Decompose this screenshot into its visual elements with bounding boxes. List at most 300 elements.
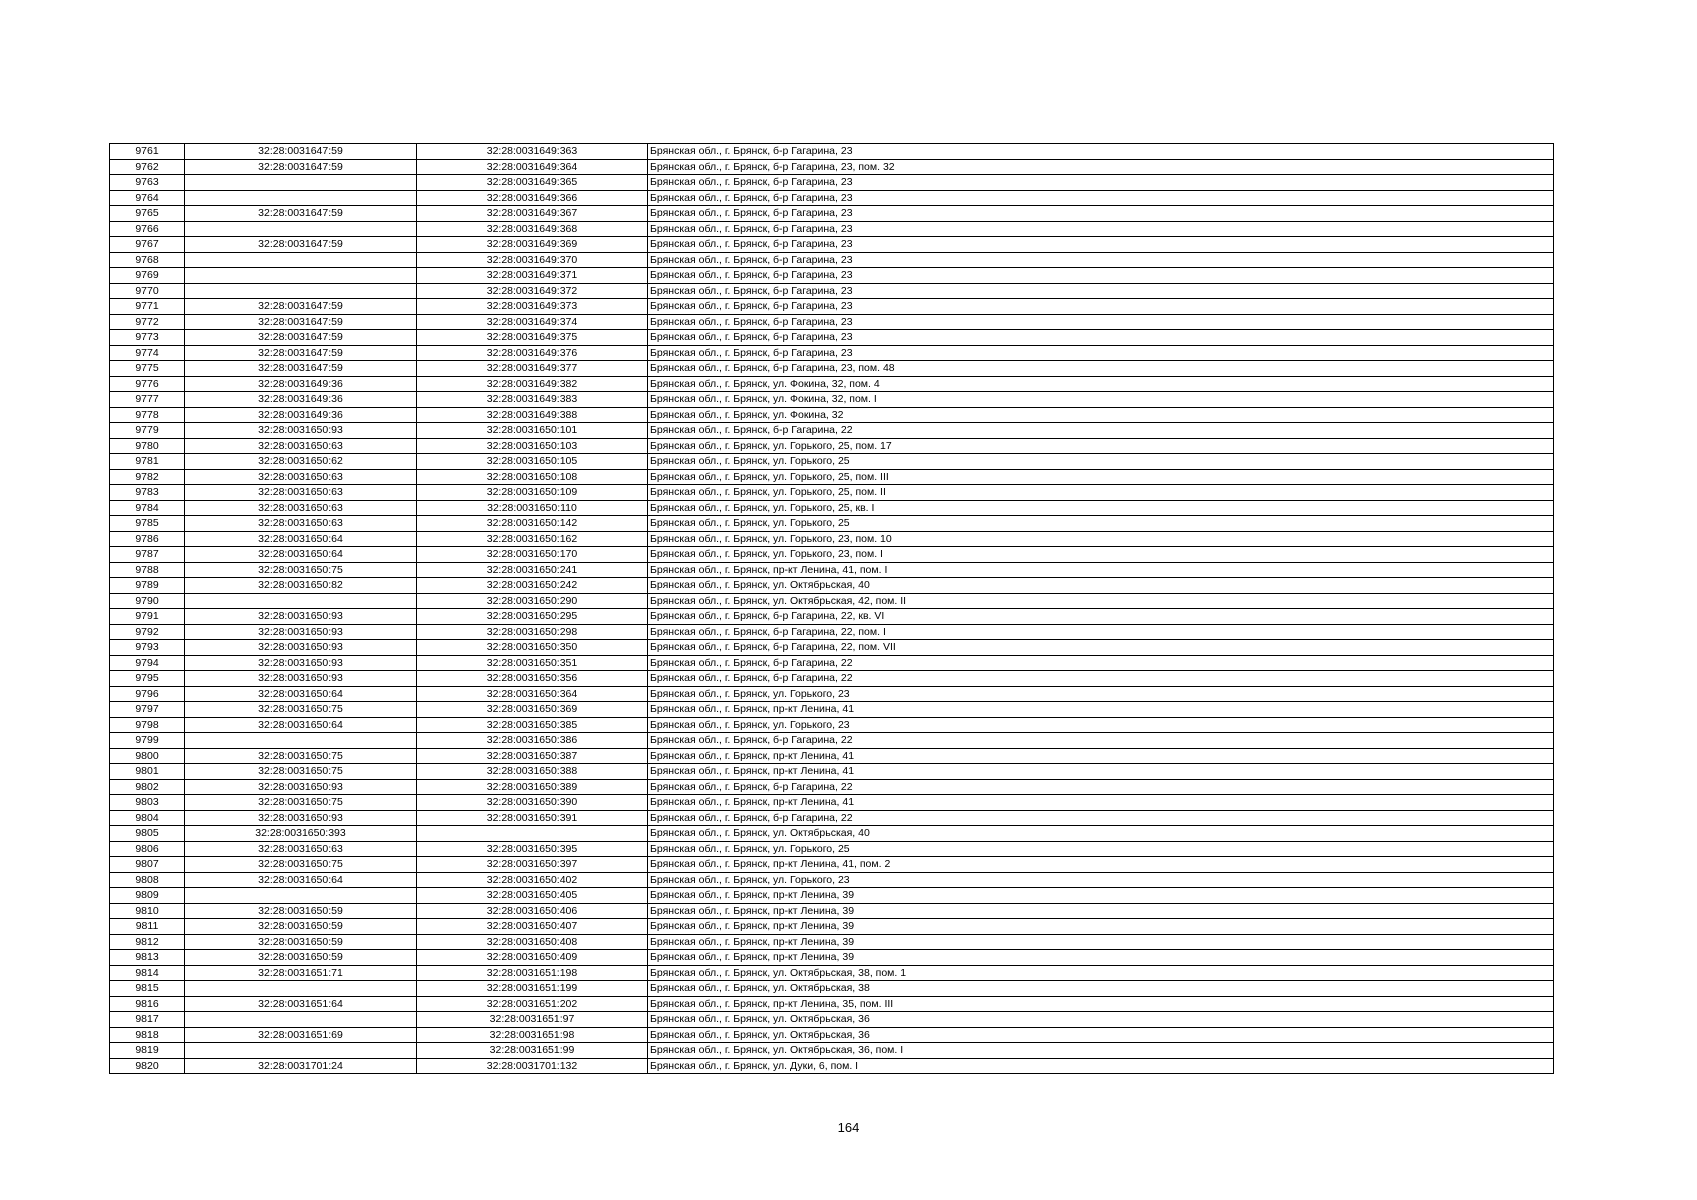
table-row bbox=[110, 299, 1554, 315]
row-number-cell: 9796 bbox=[110, 686, 185, 702]
table-row bbox=[110, 578, 1554, 594]
row-number-cell: 9772 bbox=[110, 314, 185, 330]
row-number-cell: 9777 bbox=[110, 392, 185, 408]
parent-cadastral-number-cell: 32:28:0031650:64 bbox=[185, 547, 417, 563]
parent-cadastral-number-cell bbox=[185, 1043, 417, 1059]
address-cell: Брянская обл., г. Брянск, пр-кт Ленина, 41 bbox=[648, 795, 1554, 811]
address-cell: Брянская обл., г. Брянск, ул. Горького, 23 bbox=[648, 872, 1554, 888]
parent-cadastral-number-cell: 32:28:0031650:75 bbox=[185, 748, 417, 764]
parent-cadastral-number-cell: 32:28:0031650:93 bbox=[185, 779, 417, 795]
row-number-cell: 9816 bbox=[110, 996, 185, 1012]
address-cell: Брянская обл., г. Брянск, пр-кт Ленина, 39 bbox=[648, 919, 1554, 935]
table-row bbox=[110, 252, 1554, 268]
table-row bbox=[110, 221, 1554, 237]
parent-cadastral-number-cell: 32:28:0031649:36 bbox=[185, 407, 417, 423]
row-number-cell: 9783 bbox=[110, 485, 185, 501]
cadastral-number-cell: 32:28:0031649:363 bbox=[417, 144, 648, 160]
row-number-cell: 9795 bbox=[110, 671, 185, 687]
parent-cadastral-number-cell: 32:28:0031650:59 bbox=[185, 919, 417, 935]
table-row bbox=[110, 640, 1554, 656]
table-row bbox=[110, 748, 1554, 764]
row-number-cell: 9798 bbox=[110, 717, 185, 733]
row-number-cell: 9774 bbox=[110, 345, 185, 361]
table-row bbox=[110, 779, 1554, 795]
cadastral-number-cell: 32:28:0031650:408 bbox=[417, 934, 648, 950]
address-cell: Брянская обл., г. Брянск, б-р Гагарина, 23 bbox=[648, 268, 1554, 284]
parent-cadastral-number-cell: 32:28:0031650:64 bbox=[185, 872, 417, 888]
row-number-cell: 9781 bbox=[110, 454, 185, 470]
row-number-cell: 9789 bbox=[110, 578, 185, 594]
parent-cadastral-number-cell bbox=[185, 283, 417, 299]
cadastral-number-cell: 32:28:0031651:202 bbox=[417, 996, 648, 1012]
row-number-cell: 9801 bbox=[110, 764, 185, 780]
cadastral-number-cell: 32:28:0031649:370 bbox=[417, 252, 648, 268]
table-row bbox=[110, 190, 1554, 206]
row-number-cell: 9767 bbox=[110, 237, 185, 253]
address-cell: Брянская обл., г. Брянск, б-р Гагарина, 22 bbox=[648, 671, 1554, 687]
row-number-cell: 9765 bbox=[110, 206, 185, 222]
address-cell: Брянская обл., г. Брянск, б-р Гагарина, 22, пом. I bbox=[648, 624, 1554, 640]
cadastral-number-cell: 32:28:0031650:105 bbox=[417, 454, 648, 470]
cadastral-number-cell: 32:28:0031651:97 bbox=[417, 1012, 648, 1028]
cadastral-number-cell: 32:28:0031650:386 bbox=[417, 733, 648, 749]
table-row bbox=[110, 330, 1554, 346]
row-number-cell: 9778 bbox=[110, 407, 185, 423]
parent-cadastral-number-cell bbox=[185, 593, 417, 609]
address-cell: Брянская обл., г. Брянск, б-р Гагарина, 23 bbox=[648, 299, 1554, 315]
parent-cadastral-number-cell: 32:28:0031650:63 bbox=[185, 469, 417, 485]
row-number-cell: 9802 bbox=[110, 779, 185, 795]
address-cell: Брянская обл., г. Брянск, пр-кт Ленина, 41 bbox=[648, 702, 1554, 718]
parent-cadastral-number-cell bbox=[185, 252, 417, 268]
table-row bbox=[110, 686, 1554, 702]
cadastral-number-cell: 32:28:0031649:364 bbox=[417, 159, 648, 175]
table-row bbox=[110, 857, 1554, 873]
cadastral-number-cell: 32:28:0031649:377 bbox=[417, 361, 648, 377]
parent-cadastral-number-cell: 32:28:0031650:93 bbox=[185, 624, 417, 640]
parent-cadastral-number-cell: 32:28:0031650:59 bbox=[185, 903, 417, 919]
table-row bbox=[110, 361, 1554, 377]
row-number-cell: 9812 bbox=[110, 934, 185, 950]
address-cell: Брянская обл., г. Брянск, б-р Гагарина, 23 bbox=[648, 221, 1554, 237]
parent-cadastral-number-cell: 32:28:0031647:59 bbox=[185, 345, 417, 361]
address-cell: Брянская обл., г. Брянск, ул. Октябрьская, 42, пом. II bbox=[648, 593, 1554, 609]
row-number-cell: 9782 bbox=[110, 469, 185, 485]
parent-cadastral-number-cell: 32:28:0031647:59 bbox=[185, 299, 417, 315]
row-number-cell: 9819 bbox=[110, 1043, 185, 1059]
table-row bbox=[110, 826, 1554, 842]
parent-cadastral-number-cell: 32:28:0031651:71 bbox=[185, 965, 417, 981]
row-number-cell: 9820 bbox=[110, 1058, 185, 1074]
row-number-cell: 9804 bbox=[110, 810, 185, 826]
parent-cadastral-number-cell: 32:28:0031649:36 bbox=[185, 392, 417, 408]
table-row bbox=[110, 144, 1554, 160]
cadastral-number-cell: 32:28:0031650:356 bbox=[417, 671, 648, 687]
row-number-cell: 9800 bbox=[110, 748, 185, 764]
address-cell: Брянская обл., г. Брянск, б-р Гагарина, 22, пом. VII bbox=[648, 640, 1554, 656]
cadastral-number-cell: 32:28:0031649:376 bbox=[417, 345, 648, 361]
row-number-cell: 9776 bbox=[110, 376, 185, 392]
cadastral-number-cell: 32:28:0031650:388 bbox=[417, 764, 648, 780]
table-row bbox=[110, 764, 1554, 780]
address-cell: Брянская обл., г. Брянск, ул. Фокина, 32, пом. 4 bbox=[648, 376, 1554, 392]
table-row bbox=[110, 1058, 1554, 1074]
row-number-cell: 9810 bbox=[110, 903, 185, 919]
parent-cadastral-number-cell: 32:28:0031650:93 bbox=[185, 810, 417, 826]
row-number-cell: 9770 bbox=[110, 283, 185, 299]
row-number-cell: 9806 bbox=[110, 841, 185, 857]
parent-cadastral-number-cell: 32:28:0031650:75 bbox=[185, 764, 417, 780]
address-cell: Брянская обл., г. Брянск, ул. Октябрьская, 38 bbox=[648, 981, 1554, 997]
row-number-cell: 9780 bbox=[110, 438, 185, 454]
address-cell: Брянская обл., г. Брянск, ул. Горького, 23 bbox=[648, 686, 1554, 702]
cadastral-number-cell: 32:28:0031650:409 bbox=[417, 950, 648, 966]
cadastral-number-cell: 32:28:0031649:383 bbox=[417, 392, 648, 408]
table-row bbox=[110, 919, 1554, 935]
address-cell: Брянская обл., г. Брянск, пр-кт Ленина, 39 bbox=[648, 903, 1554, 919]
parent-cadastral-number-cell: 32:28:0031650:93 bbox=[185, 671, 417, 687]
parent-cadastral-number-cell: 32:28:0031650:75 bbox=[185, 562, 417, 578]
table-row bbox=[110, 671, 1554, 687]
parent-cadastral-number-cell: 32:28:0031651:64 bbox=[185, 996, 417, 1012]
row-number-cell: 9779 bbox=[110, 423, 185, 439]
parent-cadastral-number-cell: 32:28:0031650:64 bbox=[185, 531, 417, 547]
table-row bbox=[110, 268, 1554, 284]
table-row bbox=[110, 1043, 1554, 1059]
cadastral-number-cell: 32:28:0031651:98 bbox=[417, 1027, 648, 1043]
address-cell: Брянская обл., г. Брянск, б-р Гагарина, 22 bbox=[648, 423, 1554, 439]
parent-cadastral-number-cell: 32:28:0031650:63 bbox=[185, 516, 417, 532]
table-row bbox=[110, 392, 1554, 408]
address-cell: Брянская обл., г. Брянск, ул. Горького, 25, кв. I bbox=[648, 500, 1554, 516]
table-row bbox=[110, 175, 1554, 191]
address-cell: Брянская обл., г. Брянск, б-р Гагарина, 22 bbox=[648, 733, 1554, 749]
table-row bbox=[110, 872, 1554, 888]
parent-cadastral-number-cell: 32:28:0031647:59 bbox=[185, 144, 417, 160]
row-number-cell: 9786 bbox=[110, 531, 185, 547]
row-number-cell: 9768 bbox=[110, 252, 185, 268]
table-row bbox=[110, 965, 1554, 981]
cadastral-number-cell: 32:28:0031650:108 bbox=[417, 469, 648, 485]
table-row bbox=[110, 531, 1554, 547]
parent-cadastral-number-cell: 32:28:0031647:59 bbox=[185, 314, 417, 330]
cadastral-number-cell: 32:28:0031650:295 bbox=[417, 609, 648, 625]
table-row bbox=[110, 903, 1554, 919]
parent-cadastral-number-cell: 32:28:0031647:59 bbox=[185, 159, 417, 175]
cadastral-number-cell: 32:28:0031650:351 bbox=[417, 655, 648, 671]
table-row bbox=[110, 841, 1554, 857]
address-cell: Брянская обл., г. Брянск, пр-кт Ленина, 41 bbox=[648, 748, 1554, 764]
row-number-cell: 9813 bbox=[110, 950, 185, 966]
table-row bbox=[110, 1012, 1554, 1028]
address-cell: Брянская обл., г. Брянск, ул. Горького, 25, пом. 17 bbox=[648, 438, 1554, 454]
parent-cadastral-number-cell bbox=[185, 221, 417, 237]
table-row bbox=[110, 562, 1554, 578]
table-row bbox=[110, 733, 1554, 749]
parent-cadastral-number-cell bbox=[185, 190, 417, 206]
row-number-cell: 9784 bbox=[110, 500, 185, 516]
row-number-cell: 9808 bbox=[110, 872, 185, 888]
cadastral-number-cell: 32:28:0031649:368 bbox=[417, 221, 648, 237]
cadastral-number-cell: 32:28:0031650:290 bbox=[417, 593, 648, 609]
cadastral-number-cell: 32:28:0031649:369 bbox=[417, 237, 648, 253]
address-cell: Брянская обл., г. Брянск, ул. Октябрьская, 36 bbox=[648, 1012, 1554, 1028]
row-number-cell: 9787 bbox=[110, 547, 185, 563]
row-number-cell: 9773 bbox=[110, 330, 185, 346]
table-row bbox=[110, 795, 1554, 811]
row-number-cell: 9794 bbox=[110, 655, 185, 671]
row-number-cell: 9766 bbox=[110, 221, 185, 237]
table-row bbox=[110, 717, 1554, 733]
address-cell: Брянская обл., г. Брянск, ул. Горького, 23, пом. 10 bbox=[648, 531, 1554, 547]
parent-cadastral-number-cell: 32:28:0031650:62 bbox=[185, 454, 417, 470]
table-row bbox=[110, 593, 1554, 609]
cadastral-number-cell: 32:28:0031649:382 bbox=[417, 376, 648, 392]
address-cell: Брянская обл., г. Брянск, ул. Горького, 25, пом. III bbox=[648, 469, 1554, 485]
address-cell: Брянская обл., г. Брянск, пр-кт Ленина, 41 bbox=[648, 764, 1554, 780]
address-cell: Брянская обл., г. Брянск, б-р Гагарина, 23 bbox=[648, 345, 1554, 361]
table-row bbox=[110, 934, 1554, 950]
table-row bbox=[110, 1027, 1554, 1043]
address-cell: Брянская обл., г. Брянск, ул. Горького, 23 bbox=[648, 717, 1554, 733]
cadastral-number-cell: 32:28:0031650:397 bbox=[417, 857, 648, 873]
row-number-cell: 9785 bbox=[110, 516, 185, 532]
cadastral-number-cell: 32:28:0031649:366 bbox=[417, 190, 648, 206]
cadastral-number-cell: 32:28:0031650:364 bbox=[417, 686, 648, 702]
cadastral-number-cell: 32:28:0031649:374 bbox=[417, 314, 648, 330]
cadastral-number-cell: 32:28:0031650:170 bbox=[417, 547, 648, 563]
cadastral-number-cell: 32:28:0031650:142 bbox=[417, 516, 648, 532]
table-row bbox=[110, 438, 1554, 454]
cadastral-number-cell: 32:28:0031650:242 bbox=[417, 578, 648, 594]
row-number-cell: 9769 bbox=[110, 268, 185, 284]
address-cell: Брянская обл., г. Брянск, б-р Гагарина, 22, кв. VI bbox=[648, 609, 1554, 625]
table-row bbox=[110, 485, 1554, 501]
cadastral-number-cell: 32:28:0031650:402 bbox=[417, 872, 648, 888]
table-row bbox=[110, 547, 1554, 563]
address-cell: Брянская обл., г. Брянск, б-р Гагарина, 23 bbox=[648, 314, 1554, 330]
row-number-cell: 9790 bbox=[110, 593, 185, 609]
row-number-cell: 9761 bbox=[110, 144, 185, 160]
cadastral-number-cell: 32:28:0031650:405 bbox=[417, 888, 648, 904]
parent-cadastral-number-cell bbox=[185, 1012, 417, 1028]
address-cell: Брянская обл., г. Брянск, ул. Горького, 25 bbox=[648, 841, 1554, 857]
address-cell: Брянская обл., г. Брянск, б-р Гагарина, 23 bbox=[648, 190, 1554, 206]
table-row bbox=[110, 345, 1554, 361]
address-cell: Брянская обл., г. Брянск, пр-кт Ленина, 39 bbox=[648, 950, 1554, 966]
parent-cadastral-number-cell: 32:28:0031650:75 bbox=[185, 702, 417, 718]
address-cell: Брянская обл., г. Брянск, б-р Гагарина, 23 bbox=[648, 330, 1554, 346]
cadastral-number-cell: 32:28:0031650:110 bbox=[417, 500, 648, 516]
address-cell: Брянская обл., г. Брянск, б-р Гагарина, 23 bbox=[648, 252, 1554, 268]
parent-cadastral-number-cell: 32:28:0031647:59 bbox=[185, 330, 417, 346]
table-row bbox=[110, 888, 1554, 904]
parent-cadastral-number-cell: 32:28:0031650:93 bbox=[185, 640, 417, 656]
address-cell: Брянская обл., г. Брянск, б-р Гагарина, 22 bbox=[648, 810, 1554, 826]
address-cell: Брянская обл., г. Брянск, пр-кт Ленина, 41, пом. 2 bbox=[648, 857, 1554, 873]
address-cell: Брянская обл., г. Брянск, б-р Гагарина, 23 bbox=[648, 283, 1554, 299]
parent-cadastral-number-cell: 32:28:0031650:64 bbox=[185, 717, 417, 733]
table-row bbox=[110, 516, 1554, 532]
address-cell: Брянская обл., г. Брянск, ул. Дуки, 6, пом. I bbox=[648, 1058, 1554, 1074]
address-cell: Брянская обл., г. Брянск, б-р Гагарина, 22 bbox=[648, 655, 1554, 671]
table-row bbox=[110, 624, 1554, 640]
address-cell: Брянская обл., г. Брянск, б-р Гагарина, 23 bbox=[648, 144, 1554, 160]
row-number-cell: 9807 bbox=[110, 857, 185, 873]
cadastral-number-cell: 32:28:0031650:391 bbox=[417, 810, 648, 826]
parent-cadastral-number-cell: 32:28:0031650:93 bbox=[185, 423, 417, 439]
address-cell: Брянская обл., г. Брянск, б-р Гагарина, 22 bbox=[648, 779, 1554, 795]
table-row bbox=[110, 950, 1554, 966]
cadastral-number-cell: 32:28:0031649:371 bbox=[417, 268, 648, 284]
row-number-cell: 9805 bbox=[110, 826, 185, 842]
address-cell: Брянская обл., г. Брянск, б-р Гагарина, 23 bbox=[648, 206, 1554, 222]
parent-cadastral-number-cell: 32:28:0031650:82 bbox=[185, 578, 417, 594]
address-cell: Брянская обл., г. Брянск, пр-кт Ленина, 35, пом. III bbox=[648, 996, 1554, 1012]
table-row bbox=[110, 283, 1554, 299]
parent-cadastral-number-cell: 32:28:0031647:59 bbox=[185, 361, 417, 377]
cadastral-number-cell: 32:28:0031650:385 bbox=[417, 717, 648, 733]
table-row bbox=[110, 981, 1554, 997]
row-number-cell: 9809 bbox=[110, 888, 185, 904]
parent-cadastral-number-cell: 32:28:0031649:36 bbox=[185, 376, 417, 392]
cadastral-number-cell: 32:28:0031650:103 bbox=[417, 438, 648, 454]
page-number: 164 bbox=[837, 1120, 860, 1135]
row-number-cell: 9791 bbox=[110, 609, 185, 625]
cadastral-number-cell: 32:28:0031649:388 bbox=[417, 407, 648, 423]
cadastral-number-cell: 32:28:0031650:406 bbox=[417, 903, 648, 919]
cadastral-number-cell: 32:28:0031651:198 bbox=[417, 965, 648, 981]
parent-cadastral-number-cell: 32:28:0031650:75 bbox=[185, 857, 417, 873]
parent-cadastral-number-cell bbox=[185, 981, 417, 997]
address-cell: Брянская обл., г. Брянск, ул. Горького, 25, пом. II bbox=[648, 485, 1554, 501]
row-number-cell: 9792 bbox=[110, 624, 185, 640]
table-row bbox=[110, 454, 1554, 470]
address-cell: Брянская обл., г. Брянск, ул. Октябрьская, 40 bbox=[648, 826, 1554, 842]
table-row bbox=[110, 407, 1554, 423]
cadastral-number-cell: 32:28:0031650:298 bbox=[417, 624, 648, 640]
row-number-cell: 9811 bbox=[110, 919, 185, 935]
cadastral-number-cell: 32:28:0031651:99 bbox=[417, 1043, 648, 1059]
table-row bbox=[110, 810, 1554, 826]
cadastral-number-cell: 32:28:0031649:367 bbox=[417, 206, 648, 222]
row-number-cell: 9762 bbox=[110, 159, 185, 175]
row-number-cell: 9771 bbox=[110, 299, 185, 315]
registry-table-body bbox=[110, 144, 1554, 1074]
cadastral-number-cell: 32:28:0031650:389 bbox=[417, 779, 648, 795]
parent-cadastral-number-cell: 32:28:0031650:393 bbox=[185, 826, 417, 842]
address-cell: Брянская обл., г. Брянск, б-р Гагарина, 23, пом. 32 bbox=[648, 159, 1554, 175]
cadastral-number-cell: 32:28:0031650:369 bbox=[417, 702, 648, 718]
address-cell: Брянская обл., г. Брянск, ул. Горького, 23, пом. I bbox=[648, 547, 1554, 563]
cadastral-number-cell: 32:28:0031649:372 bbox=[417, 283, 648, 299]
parent-cadastral-number-cell: 32:28:0031650:59 bbox=[185, 934, 417, 950]
cadastral-number-cell: 32:28:0031651:199 bbox=[417, 981, 648, 997]
row-number-cell: 9814 bbox=[110, 965, 185, 981]
row-number-cell: 9815 bbox=[110, 981, 185, 997]
table-row bbox=[110, 376, 1554, 392]
parent-cadastral-number-cell: 32:28:0031650:63 bbox=[185, 500, 417, 516]
parent-cadastral-number-cell: 32:28:0031701:24 bbox=[185, 1058, 417, 1074]
cadastral-number-cell: 32:28:0031650:241 bbox=[417, 562, 648, 578]
cadastral-number-cell: 32:28:0031650:387 bbox=[417, 748, 648, 764]
address-cell: Брянская обл., г. Брянск, ул. Фокина, 32, пом. I bbox=[648, 392, 1554, 408]
parent-cadastral-number-cell: 32:28:0031647:59 bbox=[185, 206, 417, 222]
table-row bbox=[110, 237, 1554, 253]
row-number-cell: 9775 bbox=[110, 361, 185, 377]
address-cell: Брянская обл., г. Брянск, пр-кт Ленина, 41, пом. I bbox=[648, 562, 1554, 578]
parent-cadastral-number-cell bbox=[185, 888, 417, 904]
row-number-cell: 9797 bbox=[110, 702, 185, 718]
table-row bbox=[110, 206, 1554, 222]
parent-cadastral-number-cell bbox=[185, 733, 417, 749]
row-number-cell: 9764 bbox=[110, 190, 185, 206]
parent-cadastral-number-cell: 32:28:0031650:75 bbox=[185, 795, 417, 811]
parent-cadastral-number-cell: 32:28:0031647:59 bbox=[185, 237, 417, 253]
address-cell: Брянская обл., г. Брянск, пр-кт Ленина, 39 bbox=[648, 888, 1554, 904]
address-cell: Брянская обл., г. Брянск, ул. Горького, 25 bbox=[648, 454, 1554, 470]
cadastral-number-cell bbox=[417, 826, 648, 842]
cadastral-number-cell: 32:28:0031650:350 bbox=[417, 640, 648, 656]
address-cell: Брянская обл., г. Брянск, ул. Октябрьская, 36, пом. I bbox=[648, 1043, 1554, 1059]
parent-cadastral-number-cell bbox=[185, 175, 417, 191]
row-number-cell: 9763 bbox=[110, 175, 185, 191]
address-cell: Брянская обл., г. Брянск, б-р Гагарина, 23 bbox=[648, 175, 1554, 191]
parent-cadastral-number-cell bbox=[185, 268, 417, 284]
row-number-cell: 9818 bbox=[110, 1027, 185, 1043]
parent-cadastral-number-cell: 32:28:0031650:93 bbox=[185, 609, 417, 625]
parent-cadastral-number-cell: 32:28:0031650:63 bbox=[185, 438, 417, 454]
row-number-cell: 9799 bbox=[110, 733, 185, 749]
parent-cadastral-number-cell: 32:28:0031651:69 bbox=[185, 1027, 417, 1043]
table-row bbox=[110, 655, 1554, 671]
address-cell: Брянская обл., г. Брянск, ул. Октябрьская, 40 bbox=[648, 578, 1554, 594]
table-row bbox=[110, 996, 1554, 1012]
table-row bbox=[110, 500, 1554, 516]
cadastral-number-cell: 32:28:0031649:365 bbox=[417, 175, 648, 191]
row-number-cell: 9803 bbox=[110, 795, 185, 811]
table-row bbox=[110, 159, 1554, 175]
cadastral-registry-table bbox=[109, 143, 1554, 1074]
cadastral-number-cell: 32:28:0031650:162 bbox=[417, 531, 648, 547]
row-number-cell: 9817 bbox=[110, 1012, 185, 1028]
address-cell: Брянская обл., г. Брянск, пр-кт Ленина, 39 bbox=[648, 934, 1554, 950]
address-cell: Брянская обл., г. Брянск, ул. Фокина, 32 bbox=[648, 407, 1554, 423]
parent-cadastral-number-cell: 32:28:0031650:59 bbox=[185, 950, 417, 966]
row-number-cell: 9788 bbox=[110, 562, 185, 578]
table-row bbox=[110, 702, 1554, 718]
address-cell: Брянская обл., г. Брянск, б-р Гагарина, 23, пом. 48 bbox=[648, 361, 1554, 377]
cadastral-number-cell: 32:28:0031650:101 bbox=[417, 423, 648, 439]
parent-cadastral-number-cell: 32:28:0031650:63 bbox=[185, 841, 417, 857]
table-row bbox=[110, 609, 1554, 625]
parent-cadastral-number-cell: 32:28:0031650:93 bbox=[185, 655, 417, 671]
cadastral-number-cell: 32:28:0031650:395 bbox=[417, 841, 648, 857]
address-cell: Брянская обл., г. Брянск, б-р Гагарина, 23 bbox=[648, 237, 1554, 253]
parent-cadastral-number-cell: 32:28:0031650:63 bbox=[185, 485, 417, 501]
table-row bbox=[110, 423, 1554, 439]
cadastral-number-cell: 32:28:0031649:373 bbox=[417, 299, 648, 315]
cadastral-number-cell: 32:28:0031650:390 bbox=[417, 795, 648, 811]
parent-cadastral-number-cell: 32:28:0031650:64 bbox=[185, 686, 417, 702]
cadastral-number-cell: 32:28:0031650:109 bbox=[417, 485, 648, 501]
cadastral-number-cell: 32:28:0031701:132 bbox=[417, 1058, 648, 1074]
table-row bbox=[110, 469, 1554, 485]
table-row bbox=[110, 314, 1554, 330]
address-cell: Брянская обл., г. Брянск, ул. Горького, 25 bbox=[648, 516, 1554, 532]
cadastral-number-cell: 32:28:0031649:375 bbox=[417, 330, 648, 346]
cadastral-number-cell: 32:28:0031650:407 bbox=[417, 919, 648, 935]
